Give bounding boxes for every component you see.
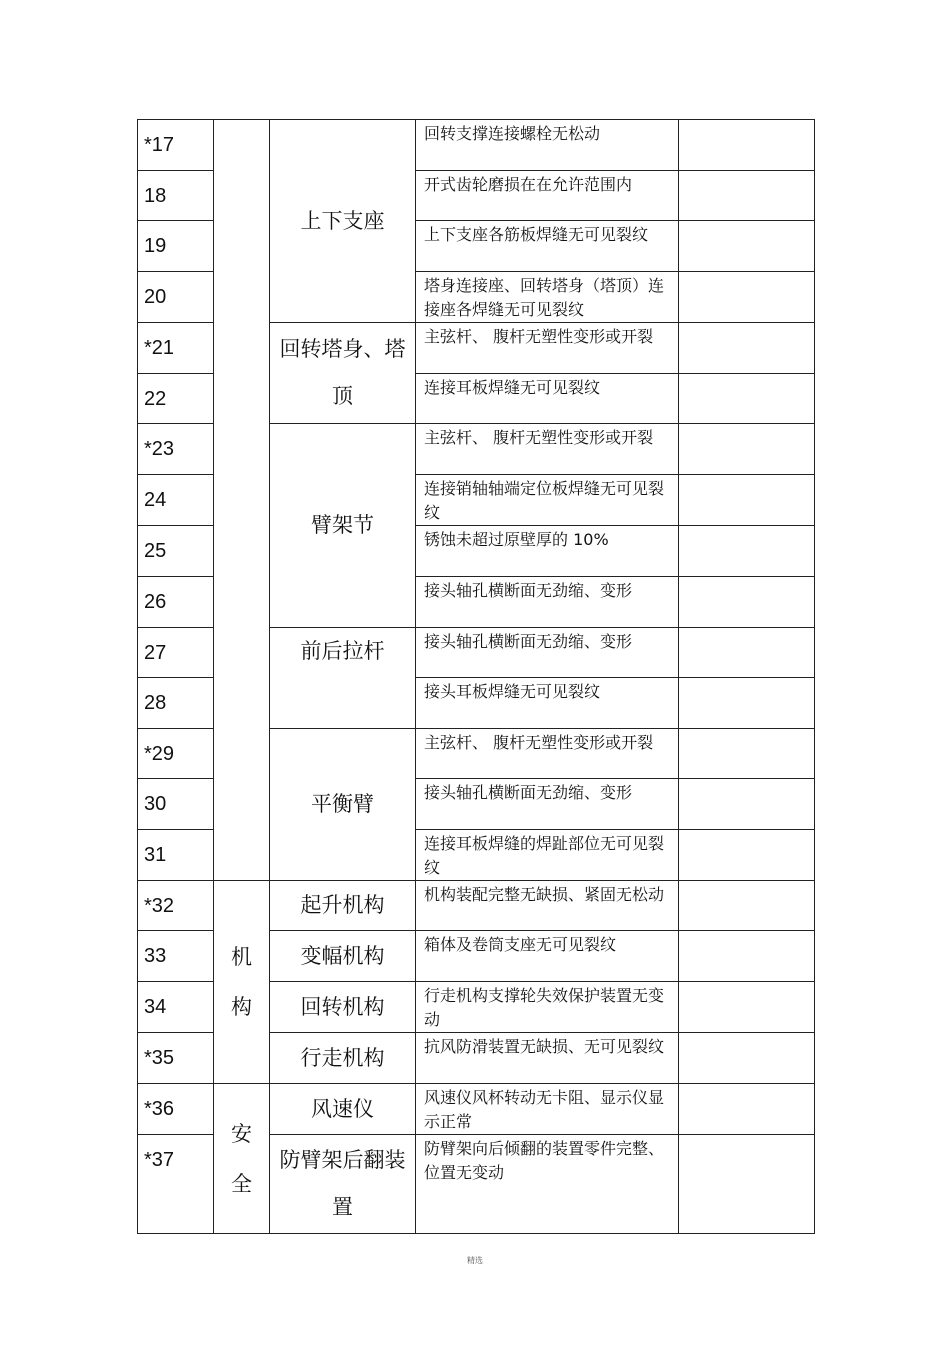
criterion: 接头轴孔横断面无劲缩、变形 bbox=[416, 577, 679, 628]
result-cell[interactable] bbox=[679, 830, 815, 881]
criterion: 机构装配完整无缺损、紧固无松动 bbox=[416, 881, 679, 931]
criterion: 上下支座各筋板焊缝无可见裂纹 bbox=[416, 221, 679, 272]
item-number: 18 bbox=[138, 171, 214, 221]
item-number: *37 bbox=[138, 1135, 214, 1234]
table-row bbox=[138, 1084, 815, 1135]
result-cell[interactable] bbox=[679, 120, 815, 171]
component-upper-lower-support: 上下支座 bbox=[270, 120, 416, 323]
criterion: 抗风防滑装置无缺损、无可见裂纹 bbox=[416, 1033, 679, 1084]
inspection-table-sheet bbox=[137, 119, 814, 1230]
category-safety-label: 安全 bbox=[231, 1121, 252, 1196]
criterion: 连接耳板焊缝无可见裂纹 bbox=[416, 374, 679, 424]
result-cell[interactable] bbox=[679, 678, 815, 729]
result-cell[interactable] bbox=[679, 931, 815, 982]
component-luffing: 变幅机构 bbox=[270, 931, 416, 982]
component-travel: 行走机构 bbox=[270, 1033, 416, 1084]
result-cell[interactable] bbox=[679, 881, 815, 931]
component-anti-backtip: 防臂架后翻装置 bbox=[270, 1135, 416, 1234]
component-tie-rods: 前后拉杆 bbox=[270, 628, 416, 729]
criterion: 塔身连接座、回转塔身（塔顶）连接座各焊缝无可见裂纹 bbox=[416, 272, 679, 323]
item-number: 33 bbox=[138, 931, 214, 982]
criterion: 箱体及卷筒支座无可见裂纹 bbox=[416, 931, 679, 982]
criterion: 风速仪风杯转动无卡阻、显示仪显示正常 bbox=[416, 1084, 679, 1135]
result-cell[interactable] bbox=[679, 374, 815, 424]
item-number: 22 bbox=[138, 374, 214, 424]
criterion: 防臂架向后倾翻的装置零件完整、位置无变动 bbox=[416, 1135, 679, 1234]
item-number: 26 bbox=[138, 577, 214, 628]
result-cell[interactable] bbox=[679, 1084, 815, 1135]
component-counter-jib: 平衡臂 bbox=[270, 729, 416, 881]
item-number: 27 bbox=[138, 628, 214, 678]
result-cell[interactable] bbox=[679, 729, 815, 779]
criterion: 主弦杆、 腹杆无塑性变形或开裂 bbox=[416, 323, 679, 374]
component-hoist: 起升机构 bbox=[270, 881, 416, 931]
criterion: 开式齿轮磨损在在允许范围内 bbox=[416, 171, 679, 221]
item-number: *36 bbox=[138, 1084, 214, 1135]
item-number: 19 bbox=[138, 221, 214, 272]
criterion: 行走机构支撑轮失效保护装置无变动 bbox=[416, 982, 679, 1033]
result-cell[interactable] bbox=[679, 577, 815, 628]
criterion: 接头轴孔横断面无劲缩、变形 bbox=[416, 628, 679, 678]
category-cell-empty bbox=[214, 120, 270, 881]
result-cell[interactable] bbox=[679, 526, 815, 577]
result-cell[interactable] bbox=[679, 1135, 815, 1234]
item-number: *29 bbox=[138, 729, 214, 779]
result-cell[interactable] bbox=[679, 171, 815, 221]
item-number: 28 bbox=[138, 678, 214, 729]
criterion: 回转支撑连接螺栓无松动 bbox=[416, 120, 679, 171]
result-cell[interactable] bbox=[679, 779, 815, 830]
result-cell[interactable] bbox=[679, 475, 815, 526]
item-number: 31 bbox=[138, 830, 214, 881]
item-number: 24 bbox=[138, 475, 214, 526]
component-jib-section: 臂架节 bbox=[270, 424, 416, 628]
result-cell[interactable] bbox=[679, 221, 815, 272]
result-cell[interactable] bbox=[679, 982, 815, 1033]
table-row bbox=[138, 120, 815, 171]
result-cell[interactable] bbox=[679, 323, 815, 374]
category-safety bbox=[214, 1084, 270, 1234]
page-footer: 精选 bbox=[467, 1256, 483, 1265]
component-anemometer: 风速仪 bbox=[270, 1084, 416, 1135]
item-number: *35 bbox=[138, 1033, 214, 1084]
item-number: *23 bbox=[138, 424, 214, 475]
category-mechanism-label: 机构 bbox=[231, 945, 252, 1019]
criterion: 主弦杆、 腹杆无塑性变形或开裂 bbox=[416, 424, 679, 475]
result-cell[interactable] bbox=[679, 424, 815, 475]
item-number: *32 bbox=[138, 881, 214, 931]
result-cell[interactable] bbox=[679, 1033, 815, 1084]
criterion: 锈蚀未超过原壁厚的 10% bbox=[416, 526, 679, 577]
component-slewing-tower: 回转塔身、塔顶 bbox=[270, 323, 416, 424]
result-cell[interactable] bbox=[679, 628, 815, 678]
item-number: 34 bbox=[138, 982, 214, 1033]
inspection-table bbox=[137, 119, 815, 1234]
criterion: 主弦杆、 腹杆无塑性变形或开裂 bbox=[416, 729, 679, 779]
item-number: 20 bbox=[138, 272, 214, 323]
category-mechanism bbox=[214, 881, 270, 1084]
table-row bbox=[138, 881, 815, 931]
criterion: 接头耳板焊缝无可见裂纹 bbox=[416, 678, 679, 729]
criterion: 连接耳板焊缝的焊趾部位无可见裂纹 bbox=[416, 830, 679, 881]
criterion: 连接销轴轴端定位板焊缝无可见裂纹 bbox=[416, 475, 679, 526]
component-slewing: 回转机构 bbox=[270, 982, 416, 1033]
item-number: *17 bbox=[138, 120, 214, 171]
item-number: 25 bbox=[138, 526, 214, 577]
criterion: 接头轴孔横断面无劲缩、变形 bbox=[416, 779, 679, 830]
result-cell[interactable] bbox=[679, 272, 815, 323]
item-number: *21 bbox=[138, 323, 214, 374]
item-number: 30 bbox=[138, 779, 214, 830]
